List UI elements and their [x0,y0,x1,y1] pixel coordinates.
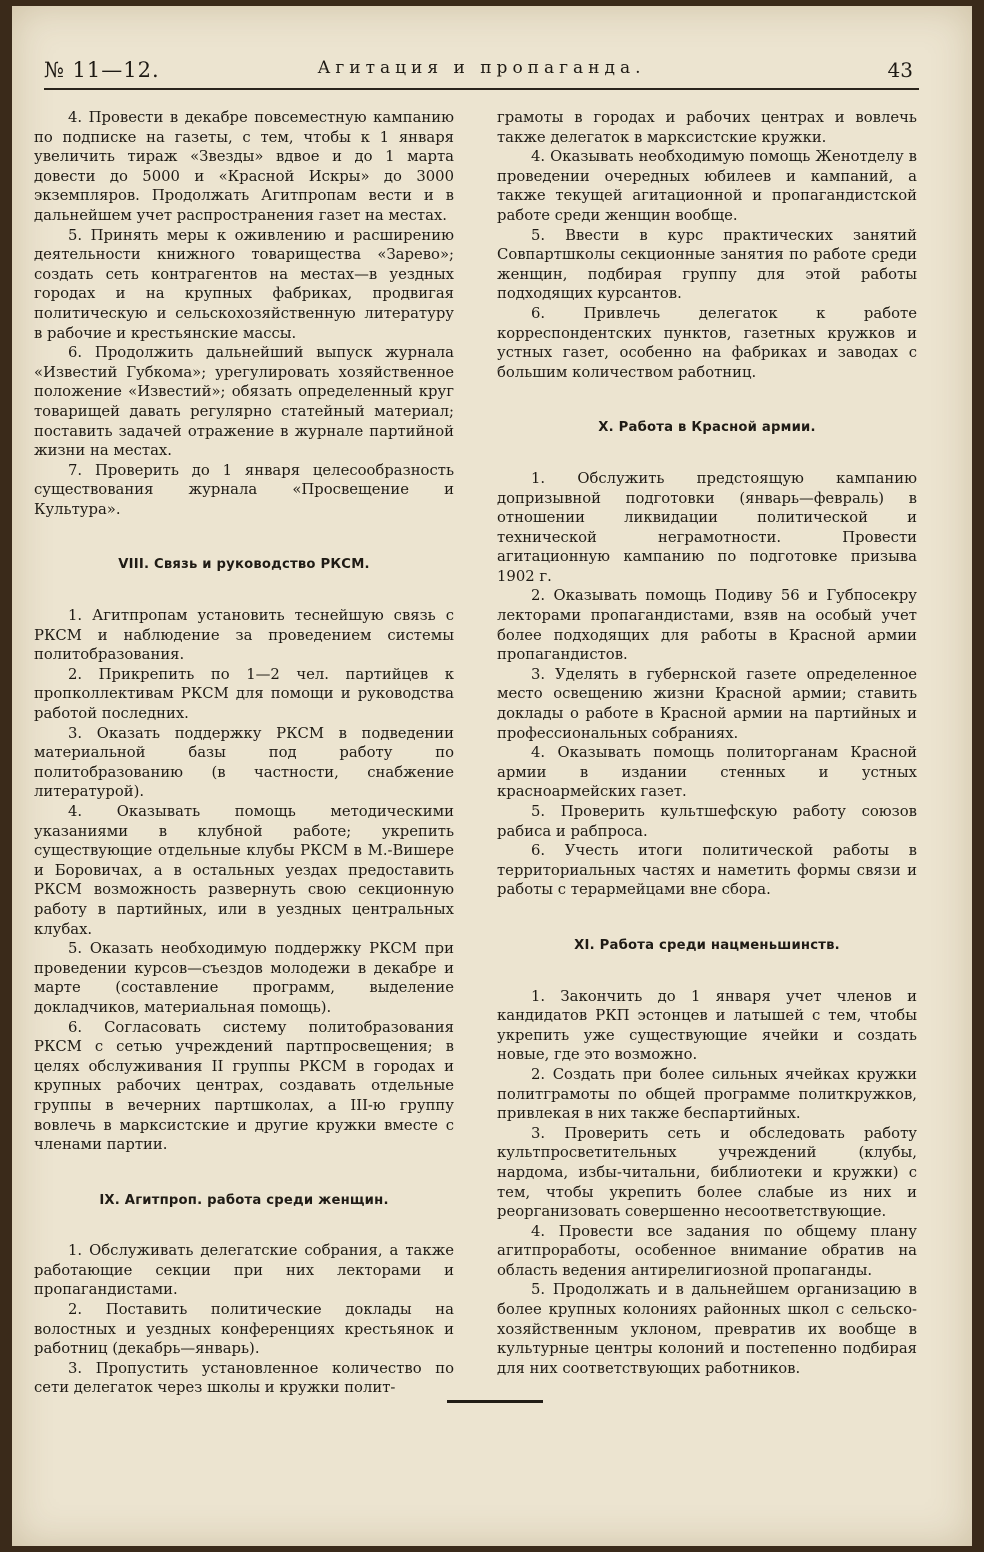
paragraph: 4. Оказывать необходимую помощь Женотделу в проведении очередных юбилеев и кампаний, а также текущей агитационной и пропагандистской работе среди женщин вообще. [497,148,917,224]
paragraph: 4. Оказывать помощь методическими указаниями в клубной работе; укрепить существующие отдельные клубы РКСМ в М.-Вишере и Боровичах, а в остальных уездах предоставить РКСМ возможность развернуть свою секционную работу в партийных, или в уездных центральных клубах. [34,803,454,938]
paragraph: 4. Провести в декабре повсеместную кампанию по подписке на газеты, с тем, чтобы к 1 января увеличить тираж «Звезды» вдвое и до 1 марта довести до 5000 и «Красной Искры» до 3000 экземпляров. Продолжать Агитпропам вести и в дальнейшем учет распространения газет на местах. [34,109,454,224]
paragraph: 6. Учесть итоги политической работы в территориальных частях и наметить формы связи и работы с терармейцами вне сбора. [497,842,917,899]
issue-number: № 11—12. [44,58,160,82]
paragraph: 1. Обслужить предстоящую кампанию допризывной подготовки (январь—февраль) в отношении ликвидации политической и технической неграмотности. Провести агитационную кампанию по подготовке призыва 1902 г. [497,469,917,585]
paragraph: 2. Прикрепить по 1—2 чел. партийцев к пропколлективам РКСМ для помощи и руководства работой последних. [34,665,454,723]
paragraph: 5. Принять меры к оживлению и расширению деятельности книжного товарищества «Зарево»; создать сеть контрагентов на местах—в уездных городах и на крупных фабриках, продвигая политическую и сельскохозяйственную литературу в рабочие и крестьянские массы. [34,226,454,342]
page-header [44,54,919,90]
paragraph: 7. Проверить до 1 января целесообразность существования журнала «Просвещение и Культура». [34,461,454,518]
section-heading-x: X. Работа в Красной армии. [598,420,816,436]
end-rule [447,1400,543,1403]
paragraph: 2. Оказывать помощь Подиву 56 и Губпосекру лекторами пропагандистами, взяв на особый учет более подходящих для работы в Красной армии пропагандистов. [497,587,917,664]
page-number: 43 [887,58,913,82]
paragraph: 5. Ввести в курс практических занятий Совпартшколы секционные занятия по работе среди женщин, подбирая группу для этой работы подходящих курсантов. [497,226,917,303]
paragraph: 5. Проверить культшефскую работу союзов рабиса и рабпроса. [497,803,917,840]
paragraph-continuation: грамоты в городах и рабочих центрах и вовлечь также делегаток в марксистские кружки. [497,109,917,146]
paragraph: 2. Поставить политические доклады на волостных и уездных конференциях крестьянок и работниц (декабрь—январь). [34,1301,454,1358]
paragraph: 1. Обслуживать делегатские собрания, а также работающие секции при них лекторами и пропагандистами. [34,1242,454,1299]
section-heading-ix: IX. Агитпроп. работа среди женщин. [99,1192,389,1208]
paragraph: 4. Провести все задания по общему плану агитпроработы, особенное внимание обратив на область ведения антирелигиозной пропаганды. [497,1222,917,1279]
paragraph: 6. Согласовать систему политобразования РКСМ с сетью учреждений партпросвещения; в целях обслуживания II группы РКСМ в городах и крупных рабочих центрах, создавать отдельные группы в вечерних партшколах, а III-ю группу вовлечь в марксистские и другие кружки вместе с членами партии. [34,1018,454,1154]
journal-title: Агитация и пропаганда. [317,58,646,78]
paragraph: 3. Пропустить установленное количество по сети делегаток через школы и кружки полит- [34,1359,454,1397]
section-heading-xi: XI. Работа среди нацменьшинств. [574,937,840,953]
paragraph: 3. Проверить сеть и обследовать работу культпросветительных учреждений (клубы, нардома, избы-читальни, библиотеки и кружки) с тем, чтобы укрепить более слабые из них и реорганизовать совершенно несоответствующие. [497,1124,917,1221]
paragraph: 6. Продолжить дальнейший выпуск журнала «Известий Губкома»; урегулировать хозяйственное положение «Известий»; обязать определенный круг товарищей давать регулярно статейный материал; поставить задачей отражение в журнале партийной жизни на местах. [34,344,454,460]
right-column [497,108,917,1378]
paragraph: 1. Закончить до 1 января учет членов и кандидатов РКП эстонцев и латышей с тем, чтобы укрепить уже существующие ячейки и создать новые, где это возможно. [497,987,917,1064]
left-column [34,108,454,1398]
section-heading-viii: VIII. Связь и руководство РКСМ. [118,557,370,573]
paragraph: 2. Создать при более сильных ячейках кружки политграмоты по общей программе политкружков, привлекая в них также беспартийных. [497,1065,917,1123]
paragraph: 5. Оказать необходимую поддержку РКСМ при проведении курсов—съездов молодежи в декабре и марте (составление программ, выделение докладчиков, материальная помощь). [34,940,454,1016]
paragraph: 3. Оказать поддержку РКСМ в подведении материальной базы под работу по политобразованию (в частности, снабжение литературой). [34,724,454,801]
paragraph: 4. Оказывать помощь политорганам Красной армии в издании стенных и устных красноармейских газет. [497,744,917,801]
paragraph: 3. Уделять в губернской газете определенное место освещению жизни Красной армии; ставить доклады о работе в Красной армии на партийных и профессиональных собраниях. [497,665,917,742]
journal-page [12,6,972,1546]
paragraph: 5. Продолжать и в дальнейшем организацию в более крупных колониях районных школ с сельско-хозяйственным уклоном, превратив их вообще в культурные центры колоний и постепенно подбирая для них соответствующих работников. [497,1281,917,1377]
paragraph: 6. Привлечь делегаток к работе корреспондентских пунктов, газетных кружков и устных газет, особенно на фабриках и заводах с большим количеством работниц. [497,304,917,381]
paragraph: 1. Агитпропам установить теснейшую связь с РКСМ и наблюдение за проведением системы политобразования. [34,607,454,664]
